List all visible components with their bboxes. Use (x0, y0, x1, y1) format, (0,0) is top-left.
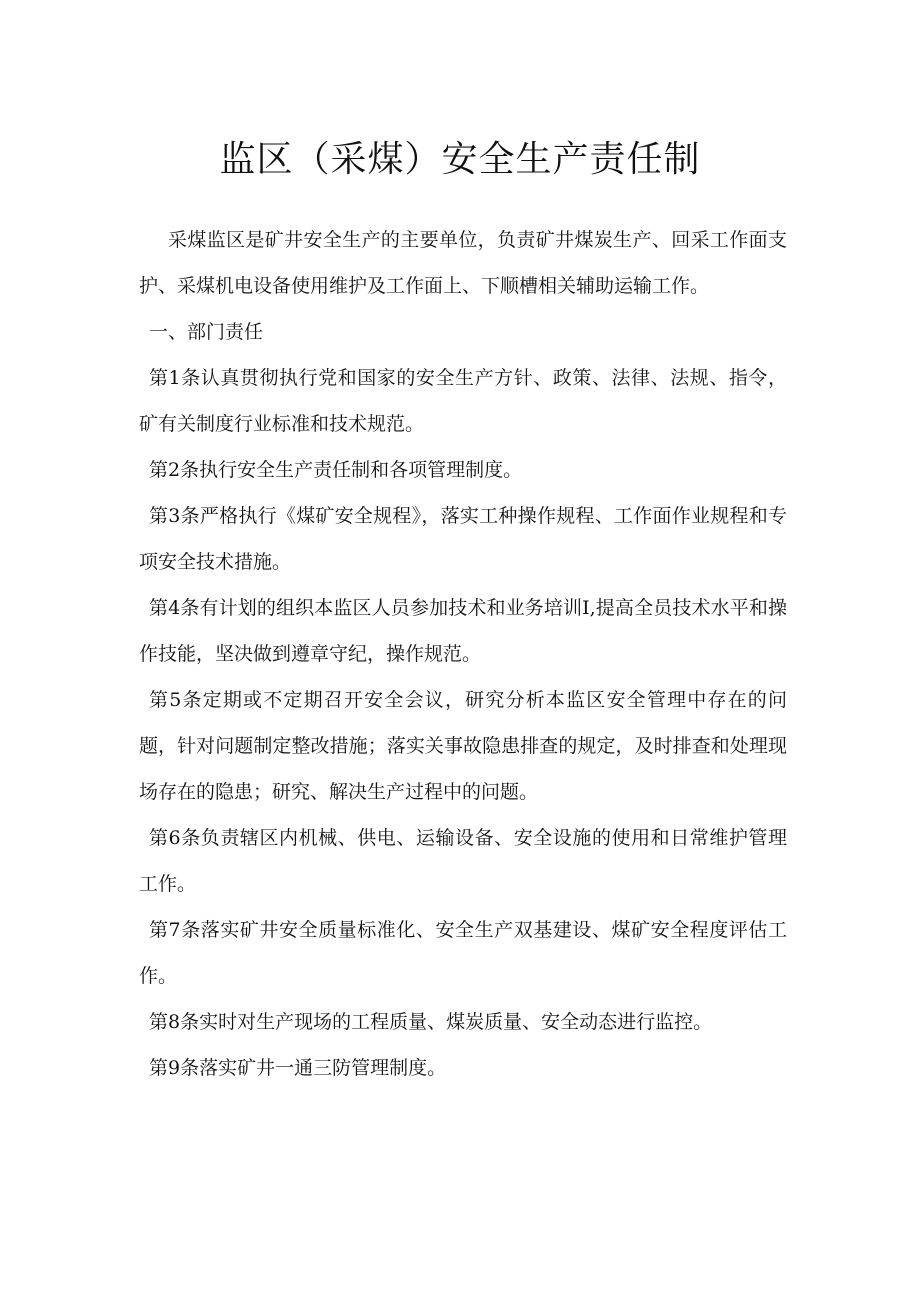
article-5: 第5条定期或不定期召开安全会议，研究分析本监区安全管理中存在的问题，针对问题制定整改措施；落实关事故隐患排查的规定，及时排查和处理现场存在的隐患；研究、解决生产过程中的问题。 (139, 689, 787, 803)
article-7: 第7条落实矿井安全质量标准化、安全生产双基建设、煤矿安全程度评估工作。 (139, 919, 787, 987)
article-1: 第1条认真贯彻执行党和国家的安全生产方针、政策、法律、法规、指令，矿有关制度行业标准和技术规范。 (139, 367, 787, 435)
article-8: 第8条实时对生产现场的工程质量、煤炭质量、安全动态进行监控。 (149, 1011, 713, 1033)
article-9: 第9条落实矿井一通三防管理制度。 (149, 1057, 447, 1079)
article-3: 第3条严格执行《煤矿安全规程》，落实工种操作规程、工作面作业规程和专项安全技术措施。 (139, 505, 787, 573)
intro-paragraph: 采煤监区是矿井安全生产的主要单位，负责矿井煤炭生产、回采工作面支护、采煤机电设备使用维护及工作面上、下顺槽相关辅助运输工作。 (139, 229, 787, 297)
article-6: 第6条负责辖区内机械、供电、运输设备、安全设施的使用和日常维护管理工作。 (139, 827, 787, 895)
article-4: 第4条有计划的组织本监区人员参加技术和业务培训I,提高全员技术水平和操作技能，坚决做到遵章守纪，操作规范。 (139, 597, 787, 665)
document-title: 监区（采煤）安全生产责任制 (219, 139, 701, 180)
section-heading: 一、部门责任 (149, 321, 264, 343)
article-2: 第2条执行安全生产责任制和各项管理制度。 (149, 459, 523, 481)
document-body (139, 217, 787, 1091)
